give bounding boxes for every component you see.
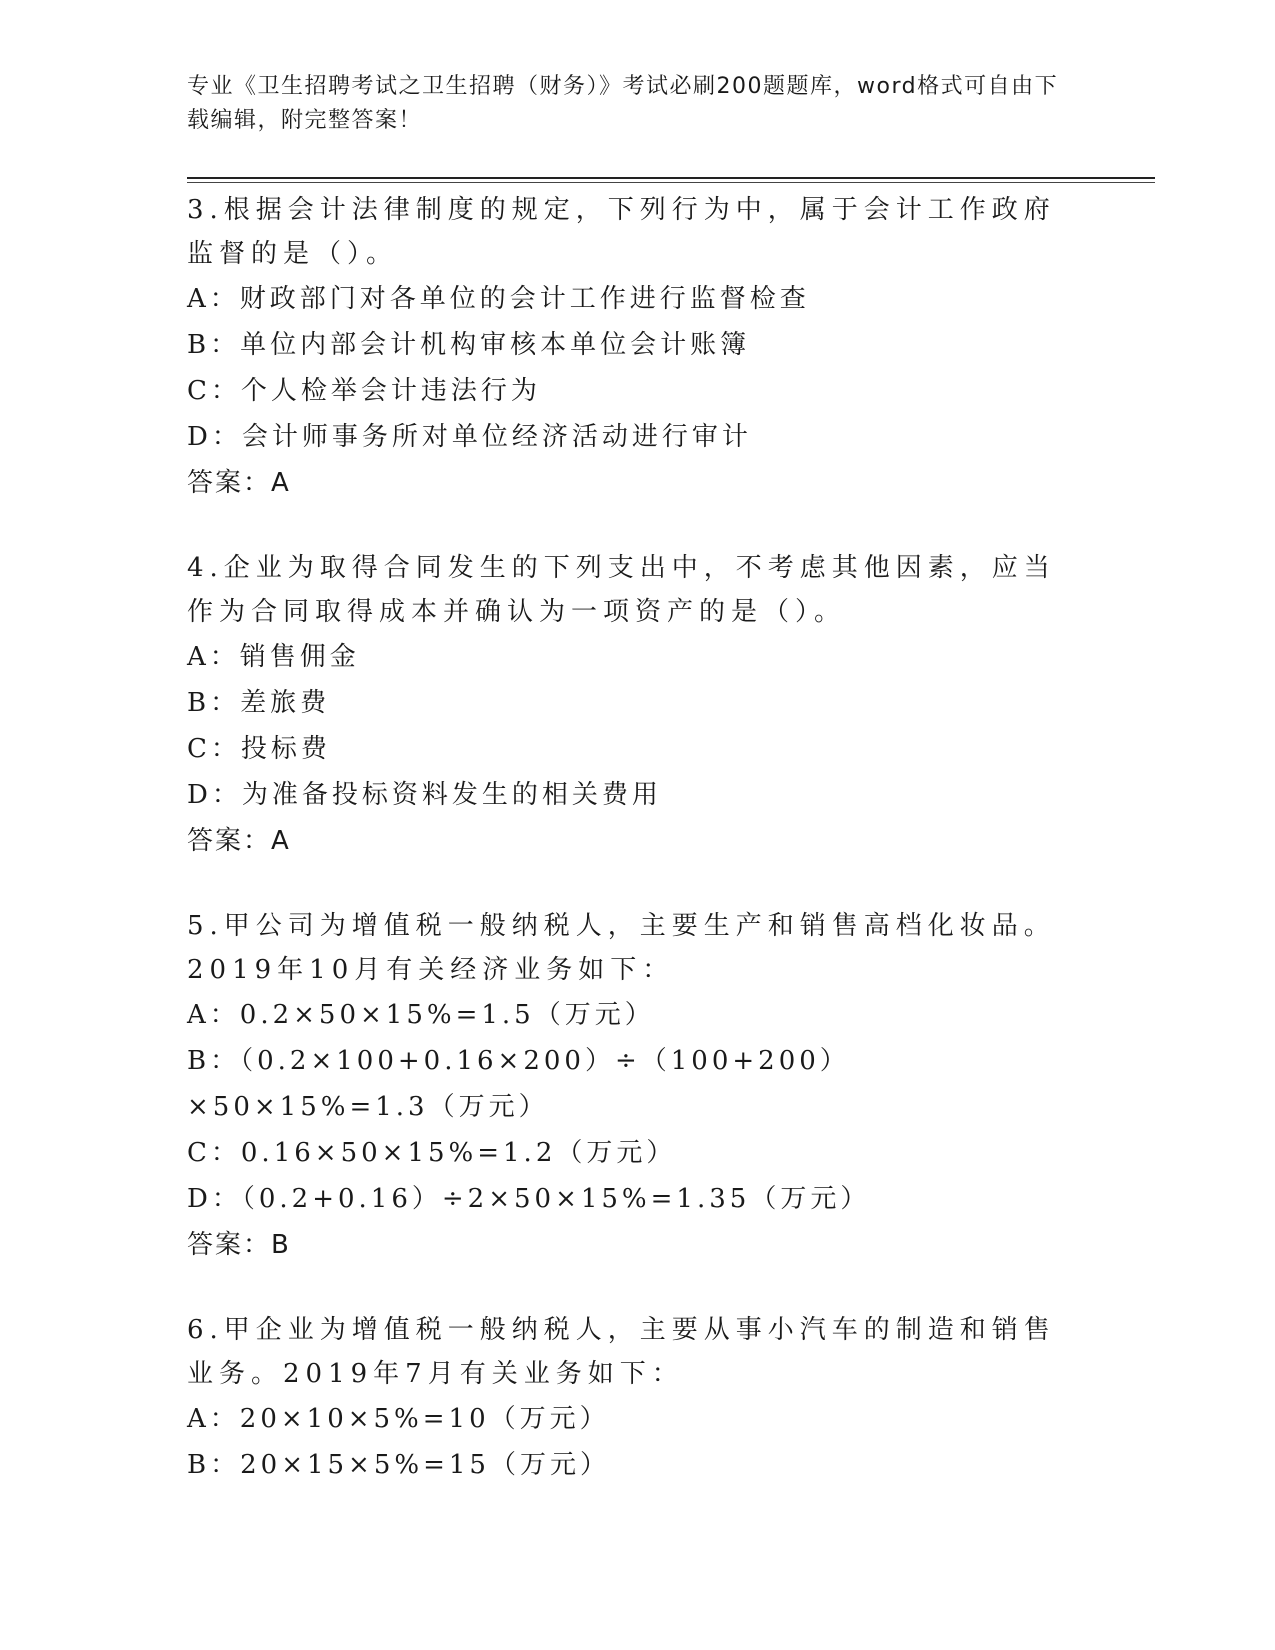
option-d: D：（0.2+0.16）÷2×50×15%=1.35（万元） [187,1184,871,1214]
question-stem: 4.企业为取得合同发生的下列支出中，不考虑其他因素，应当作为合同取得成本并确认为一项资产的是（）。 [187,553,1056,627]
document-header: 专业《卫生招聘考试之卫生招聘（财务）》考试必刷200题题库，word格式可自由下载编辑，附完整答案！ [187,74,1059,133]
answer: 答案：B [187,1230,291,1260]
option-a: A：0.2×50×15%=1.5（万元） [187,1000,655,1030]
option-b: B：（0.2×100+0.16×200）÷（100+200）×50×15%=1.3（万元） [187,1046,850,1122]
question-stem: 6.甲企业为增值税一般纳税人，主要从事小汽车的制造和销售业务。2019年7月有关业务如下： [187,1315,1056,1389]
option-b: B：20×15×5%=15（万元） [187,1450,610,1480]
option-d: D：会计师事务所对单位经济活动进行审计 [187,422,752,452]
option-c: C：0.16×50×15%=1.2（万元） [187,1138,677,1168]
question-stem: 3.根据会计法律制度的规定，下列行为中，属于会计工作政府监督的是（）。 [187,195,1056,269]
answer: 答案：A [187,468,291,498]
answer: 答案：A [187,826,291,856]
question-3 [187,188,1087,506]
option-a: A：20×10×5%=10（万元） [187,1404,610,1434]
question-stem: 5.甲公司为增值税一般纳税人，主要生产和销售高档化妆品。2019年10月有关经济业务如下： [187,911,1056,985]
option-c: C：投标费 [187,734,331,764]
option-c: C：个人检举会计违法行为 [187,376,541,406]
question-6 [187,1308,1087,1488]
option-a: A：财政部门对各单位的会计工作进行监督检查 [187,284,810,314]
option-d: D：为准备投标资料发生的相关费用 [187,780,662,810]
question-list [187,188,1087,1528]
question-4 [187,546,1087,864]
header-divider-thick [187,177,1155,179]
option-a: A：销售佣金 [187,642,360,672]
option-b: B：差旅费 [187,688,331,718]
question-5 [187,904,1087,1268]
option-b: B：单位内部会计机构审核本单位会计账簿 [187,330,751,360]
header-divider-thin [187,182,1155,183]
